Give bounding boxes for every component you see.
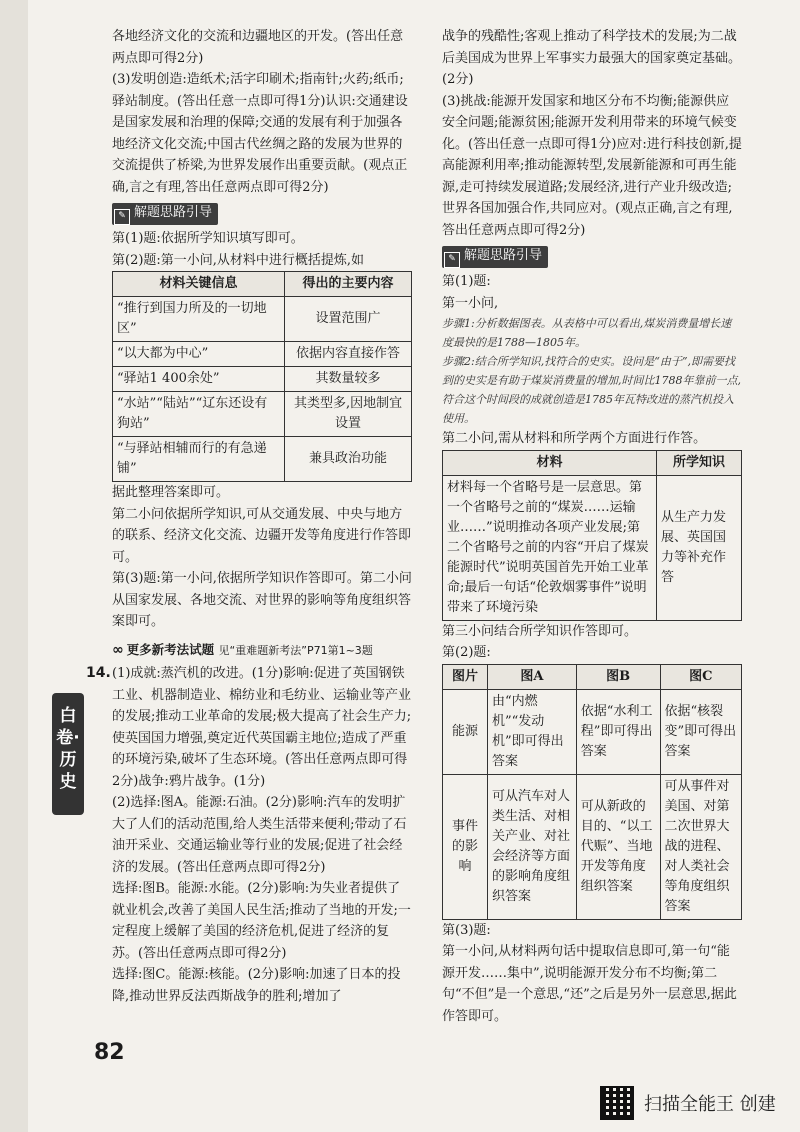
q14-part-3: 选择:图B。能源:水能。(2分)影响:为失业者提供了就业机会,改善了美国人民生活;推动了当地的开发;一定程度上缓解了美国的经济危机,促进了经济的复苏。(答出任意两点即可得2分) — [112, 881, 411, 961]
table-row — [443, 475, 742, 620]
right-column — [442, 26, 742, 1027]
table-header: 图C — [660, 664, 742, 689]
more-reference: 见“重难题新考法”P71第1~3题 — [218, 643, 373, 657]
table-row — [113, 297, 412, 342]
table-cell: “与驿站相辅而行的有急递铺” — [113, 437, 285, 482]
link-icon: ∞ — [112, 641, 124, 658]
right-sub3: 第三小问结合所学知识作答即可。 — [442, 623, 638, 639]
material-table — [442, 450, 742, 621]
subject-tab: 白卷·历史 — [52, 693, 84, 815]
table-header: 图A — [488, 664, 577, 689]
table-header: 得出的主要内容 — [285, 272, 412, 297]
table-cell: 从生产力发展、英国国力等补充作答 — [657, 475, 742, 620]
q14-part-1: (1)成就:蒸汽机的改进。(1分)影响:促进了英国钢铁工业、机器制造业、棉纺业和毛纺业、运输业等产业的发展;推动工业革命的发展;极大提高了社会生产力;使英国国力增强,奠定近代英国霸主地位;造成了严重的环境污染,破坏了生态环境。(答出任意两点即可得2分)战争:鸦片战争。(1分) — [112, 666, 412, 789]
table-cell: 可从事件对美国、对第二次世界大战的进程、对人类社会等角度组织答案 — [660, 774, 742, 919]
table-header: 图片 — [443, 664, 488, 689]
document-icon: ✎ — [114, 209, 130, 225]
watermark-text: 扫描全能王 创建 — [644, 1094, 776, 1115]
right-q3-label: 第(3)题: — [442, 922, 491, 938]
right-intro-2: (3)挑战:能源开发国家和地区分布不均衡;能源供应安全问题;能源贫困;能源开发利用带来的环境气候变化。(答出任意一点即可得1分)应对:进行科技创新,提高能源利用率;推动能源转型,发展新能源和可再生能源,走可持续发展道路;发展经济,进行产业升级改造;世界各国加强合作,共同应对。(观点正确,言之有理,答出任意两点即可得2分) — [442, 93, 742, 238]
table-cell: “以大都为中心” — [113, 342, 285, 367]
more-label: 更多新考法试题 — [126, 641, 215, 657]
table-row — [443, 774, 742, 919]
qr-code-icon — [600, 1086, 634, 1120]
table-row — [113, 367, 412, 392]
image-analysis-table — [442, 664, 742, 920]
left-summary-table — [112, 271, 412, 482]
right-q1-label: 第(1)题: — [442, 274, 491, 289]
document-icon: ✎ — [444, 252, 460, 268]
table-row — [443, 689, 742, 774]
table-cell: 兼具政治功能 — [285, 437, 412, 482]
more-questions-link[interactable] — [112, 639, 412, 662]
table-cell: “推行到国力所及的一切地区” — [113, 297, 285, 342]
table-row — [113, 437, 412, 482]
table-cell: 由“内燃机”“发动机”即可得出答案 — [488, 689, 577, 774]
right-q3-text: 第一小问,从材料两句话中提取信息即可,第一句“能源开发……集中”,说明能源开发分布不均衡;第二句“不但”是一个意思,“还”之后是另外一层意思,据此作答即可。 — [442, 944, 737, 1024]
right-sub2: 第二小问,需从材料和所学两个方面进行作答。 — [442, 431, 707, 446]
q14-part-2: (2)选择:图A。能源:石油。(2分)影响:汽车的发明扩大了人们的活动范围,给人类生活带来便利;带动了石油开采业、交通运输业等行业的发展;促进了社会经济的发展。(答出任意两点即可得2分) — [112, 795, 407, 875]
left-after-3: 第(3)题:第一小问,依据所学知识作答即可。第二小问从国家发展、各地交流、对世界的影响等角度组织答案即可。 — [112, 571, 412, 629]
left-q1: 第(1)题:依据所学知识填写即可。 — [112, 231, 304, 246]
table-row — [113, 342, 412, 367]
table-cell: 材料每一个省略号是一层意思。第一个省略号之前的“煤炭……运输业……”说明推动各项产业发展;第二个省略号之前的内容“开启了煤炭能源时代”说明英国首先开始工业革命;最后一句话“伦敦烟雾事件”说明带来了环境污染 — [443, 475, 657, 620]
left-column — [86, 26, 412, 1007]
table-header: 材料 — [443, 450, 657, 475]
q14-part-4: 选择:图C。能源:核能。(2分)影响:加速了日本的投降,推动世界反法西斯战争的胜利;增加了 — [112, 967, 401, 1004]
table-cell: 其类型多,因地制宜设置 — [285, 392, 412, 437]
right-q2-label: 第(2)题: — [442, 645, 491, 660]
left-after-1: 据此整理答案即可。 — [112, 485, 230, 500]
table-header: 材料关键信息 — [113, 272, 285, 297]
page-edge-shadow — [0, 0, 28, 1132]
guide-heading-text: 解题思路引导 — [464, 248, 543, 263]
table-cell: 依据“核裂变”即可得出答案 — [660, 689, 742, 774]
table-cell: 可从汽车对人类生活、对相关产业、对社会经济等方面的影响角度组织答案 — [488, 774, 577, 919]
guide-heading-right — [442, 246, 548, 268]
question-14 — [86, 663, 412, 1007]
page-number: 82 — [94, 1040, 125, 1065]
scanner-watermark — [600, 1086, 776, 1120]
left-after-2: 第二小问依据所学知识,可从交通发展、中央与地方的联系、经济文化交流、边疆开发等角度进行作答即可。 — [112, 506, 412, 565]
table-cell: 设置范围广 — [285, 297, 412, 342]
table-cell: “水站”“陆站”“辽东还设有狗站” — [113, 392, 285, 437]
table-header: 所学知识 — [657, 450, 742, 475]
step-2: 步骤2:结合所学知识,找符合的史实。设问是“由于”,即需要找到的史实是有助于煤炭消费量的增加,时间比1788年靠前一点,符合这个时间段的成就创造是1785年瓦特改进的蒸汽机投入使用。 — [442, 355, 741, 425]
right-sub1: 第一小问, — [442, 295, 499, 311]
table-cell: 事件的影响 — [443, 774, 488, 919]
table-cell: 依据“水利工程”即可得出答案 — [576, 689, 660, 774]
table-cell: “驿站1 400余处” — [113, 367, 285, 392]
step-1: 步骤1:分析数据图表。从表格中可以看出,煤炭消费量增长速度最快的是1788—1805年。 — [442, 317, 732, 349]
guide-heading-text: 解题思路引导 — [134, 205, 213, 220]
table-row — [113, 392, 412, 437]
guide-heading-left — [112, 203, 218, 225]
table-cell: 其数量较多 — [285, 367, 412, 392]
question-number: 14. — [86, 665, 111, 681]
table-cell: 依据内容直接作答 — [285, 342, 412, 367]
table-header: 图B — [576, 664, 660, 689]
left-intro-2: (3)发明创造:造纸术;活字印刷术;指南针;火药;纸币;驿站制度。(答出任意一点即可得1分)认识:交通建设是国家发展和治理的保障;交通的发展有利于加强各地经济文化交流;中国古代丝绸之路的发展为世界的交流提供了桥梁,为世界发展作出重要贡献。(观点正确,言之有理,答出任意两点即可得2分) — [112, 72, 408, 195]
left-q2-intro: 第(2)题:第一小问,从材料中进行概括提炼,如 — [112, 252, 365, 268]
left-intro-1: 各地经济文化的交流和边疆地区的开发。(答出任意两点即可得2分) — [112, 29, 404, 66]
right-intro-1: 战争的残酷性;客观上推动了科学技术的发展;为二战后美国成为世界上军事实力最强大的国家奠定基础。(2分) — [442, 29, 742, 87]
table-cell: 可从新政的目的、“以工代赈”、当地开发等角度组织答案 — [576, 774, 660, 919]
table-cell: 能源 — [443, 689, 488, 774]
